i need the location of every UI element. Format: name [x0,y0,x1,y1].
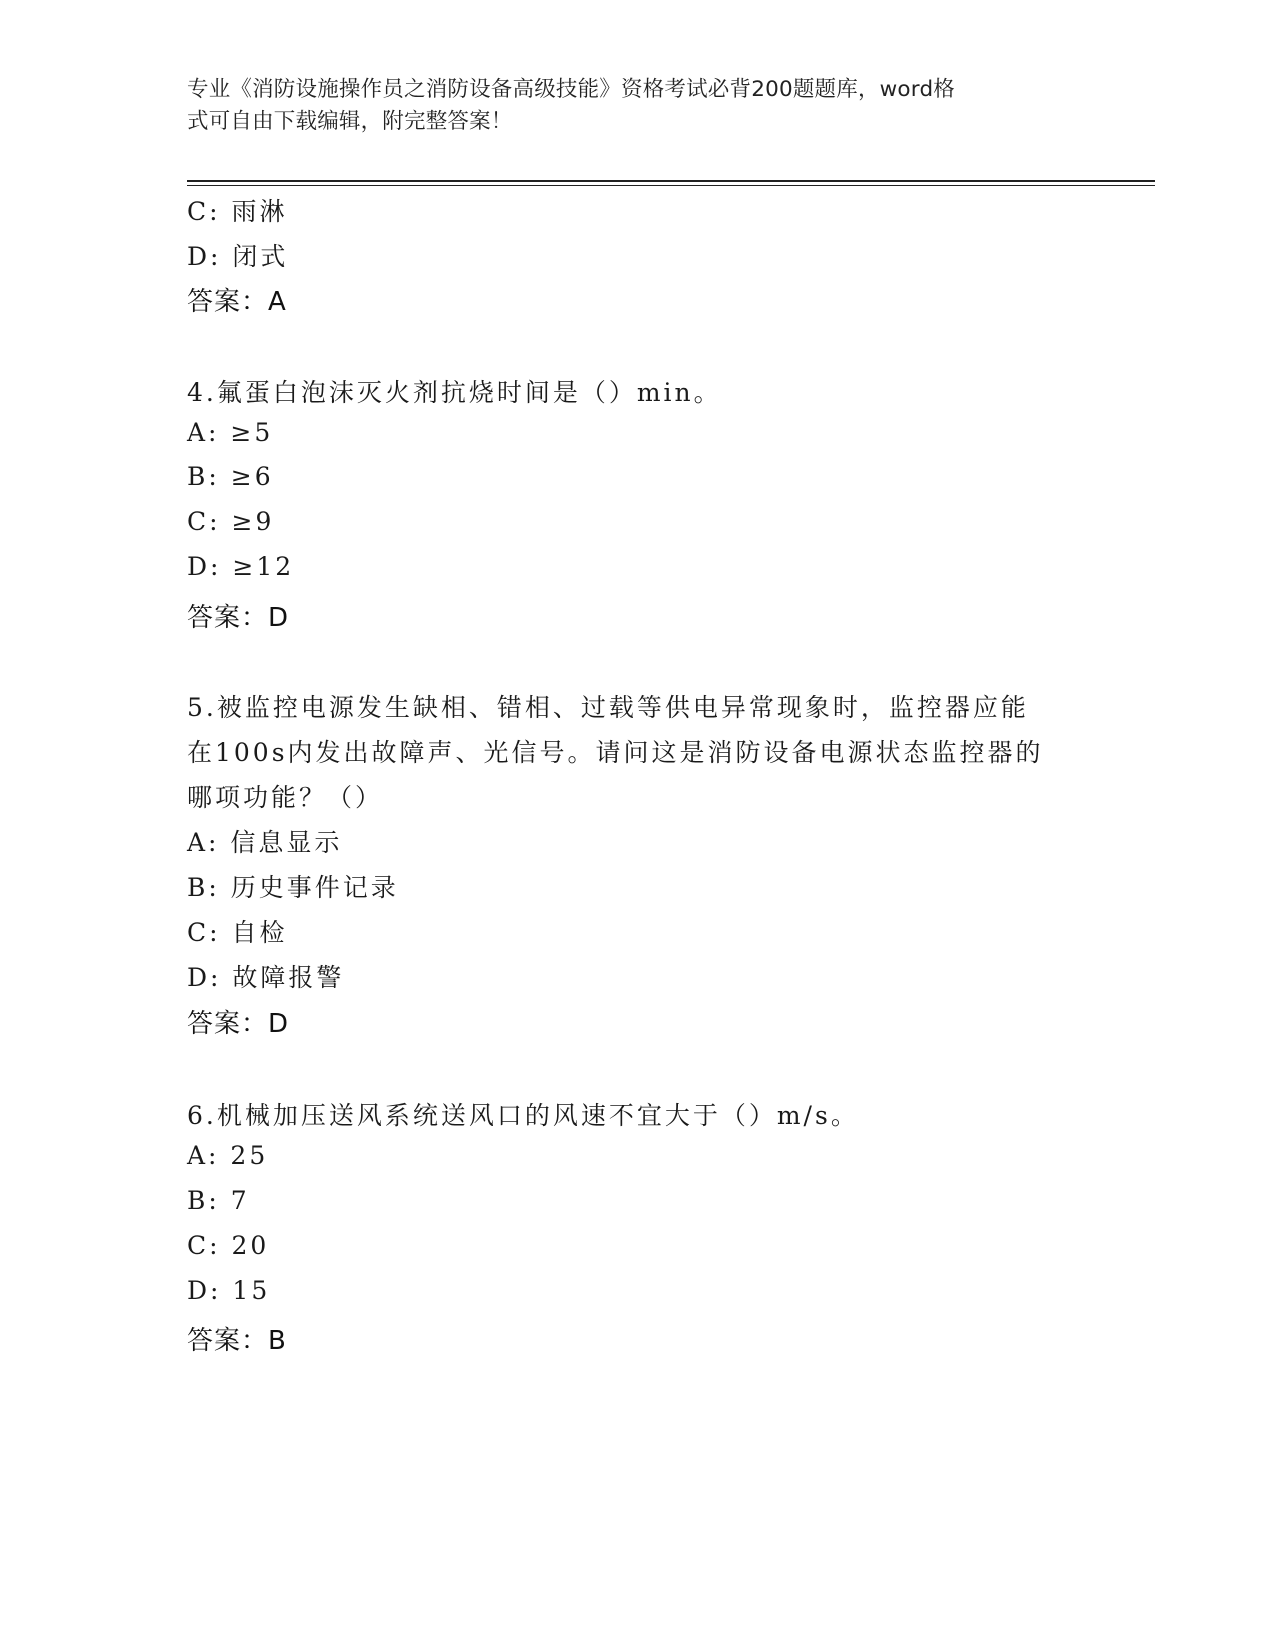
q4-option-c: C: ≥9 [187,507,275,536]
q5-option-a: A: 信息显示 [187,828,343,857]
q5-stem-line-3: 哪项功能？（） [187,783,384,812]
q5-answer: 答案：D [187,1009,290,1039]
q6-option-a: A: 25 [187,1141,269,1170]
q6-stem: 6.机械加压送风系统送风口的风速不宜大于（）m/s。 [187,1101,859,1130]
q5-option-b: B: 历史事件记录 [187,873,399,902]
q3-answer: 答案：A [187,287,287,317]
q5-option-d: D: 故障报警 [187,963,345,992]
header-line-2: 式可自由下载编辑，附完整答案！ [187,109,513,134]
q4-option-d: D: ≥12 [187,552,295,581]
document-header [187,74,1067,138]
q3-option-d: D: 闭式 [187,242,289,271]
q4-answer: 答案：D [187,603,290,633]
q3-option-c: C: 雨淋 [187,197,288,226]
q6-option-b: B: 7 [187,1186,250,1215]
q6-answer: 答案：B [187,1326,287,1356]
q5-stem-line-2: 在100s内发出故障声、光信号。请问这是消防设备电源状态监控器的 [187,738,1044,767]
q6-option-c: C: 20 [187,1231,270,1260]
header-line-1: 专业《消防设施操作员之消防设备高级技能》资格考试必背200题题库，word格 [187,77,955,102]
q4-option-b: B: ≥6 [187,462,274,491]
q6-option-d: D: 15 [187,1276,271,1305]
q4-stem: 4.氟蛋白泡沫灭火剂抗烧时间是（）min。 [187,378,722,407]
q5-option-c: C: 自检 [187,918,288,947]
q5-stem-line-1: 5.被监控电源发生缺相、错相、过载等供电异常现象时，监控器应能 [187,693,1029,722]
header-divider-thick [187,180,1155,182]
header-divider-thin [187,185,1155,186]
q4-option-a: A: ≥5 [187,418,274,447]
